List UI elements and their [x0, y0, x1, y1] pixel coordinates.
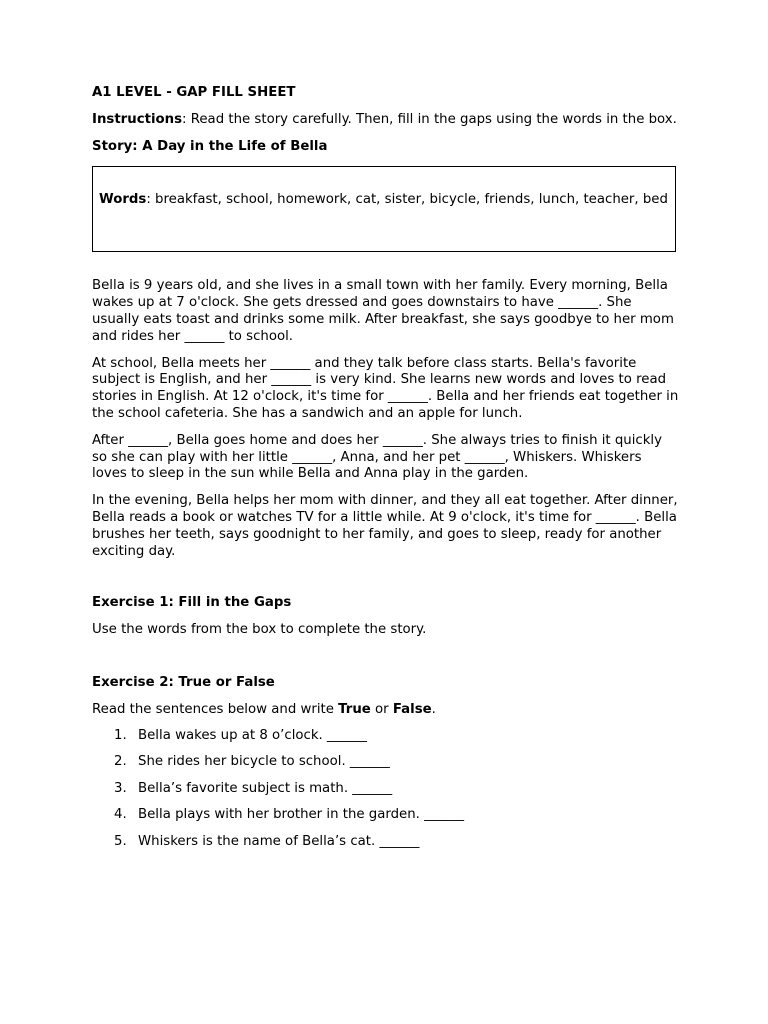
- exercise-1-title: Exercise 1: Fill in the Gaps: [92, 595, 292, 611]
- word-box-content: [99, 192, 669, 209]
- story-title: Story: A Day in the Life of Bella: [92, 138, 328, 154]
- word-box-list: : breakfast, school, homework, cat, sister, bicycle, friends, lunch, teacher, bed: [146, 192, 668, 208]
- word-box: [92, 166, 676, 252]
- story-paragraph-3: After ______, Bella goes home and does her ______. She always tries to finish it quickly so she can play with her little ______, Anna, and her pet ______, Whiskers. Whiskers loves to sleep in the sun while Bella and Anna play in the garden.: [92, 432, 662, 482]
- instructions-text: : Read the story carefully. Then, fill in the gaps using the words in the box.: [182, 111, 677, 127]
- story-paragraph-1: Bella is 9 years old, and she lives in a small town with her family. Every morning, Bella wakes up at 7 o'clock. She gets dressed and goes downstairs to have ______. She usually eats toast and drinks some milk. After breakfast, she says goodbye to her mom and rides her ______ to school.: [92, 278, 674, 344]
- list-item-text: Whiskers is the name of Bella’s cat. ______: [138, 833, 420, 849]
- list-item: [114, 834, 680, 851]
- list-item: [114, 781, 680, 798]
- list-item: [114, 728, 680, 745]
- instructions-label: Instructions: [92, 111, 183, 127]
- list-item-number: 5.: [114, 833, 127, 849]
- list-item-text: Bella’s favorite subject is math. ______: [138, 780, 393, 796]
- exercise-2-text-before: Read the sentences below and write: [92, 701, 339, 717]
- instructions: [92, 112, 680, 129]
- story-paragraph-4: In the evening, Bella helps her mom with dinner, and they all eat together. After dinner, Bella reads a book or watches TV for a little while. At 9 o'clock, it's time for ______. Bella brushes her teeth, says goodnight to her family, and goes to sleep, ready for another exciting day.: [92, 493, 678, 559]
- story-paragraph-2: At school, Bella meets her ______ and they talk before class starts. Bella's favorite subject is English, and her ______ is very kind. She learns new words and loves to read stories in English. At 12 o'clock, it's time for ______. Bella and her friends eat together in the school cafeteria. She has a sandwich and an apple for lunch.: [92, 355, 679, 421]
- list-item-number: 2.: [114, 754, 127, 770]
- worksheet-page: [92, 85, 680, 861]
- worksheet-title: A1 LEVEL - GAP FILL SHEET: [92, 85, 296, 100]
- list-item-text: Bella wakes up at 8 o’clock. ______: [138, 727, 367, 743]
- list-item-number: 1.: [114, 727, 127, 743]
- list-item-number: 3.: [114, 780, 127, 796]
- list-item: [114, 754, 680, 771]
- true-false-list: [92, 728, 680, 851]
- exercise-2-text-end: .: [431, 701, 436, 717]
- false-word: False: [392, 701, 432, 717]
- exercise-2-text-or: or: [370, 701, 393, 717]
- exercise-1-instructions: Use the words from the box to complete the story.: [92, 622, 427, 638]
- true-word: True: [338, 701, 371, 717]
- list-item-text: She rides her bicycle to school. ______: [138, 754, 390, 770]
- list-item: [114, 807, 680, 824]
- word-box-label: Words: [99, 192, 147, 208]
- exercise-2-title: Exercise 2: True or False: [92, 674, 275, 690]
- list-item-text: Bella plays with her brother in the garden. ______: [138, 807, 464, 823]
- exercise-2-instructions: [92, 702, 680, 719]
- list-item-number: 4.: [114, 807, 127, 823]
